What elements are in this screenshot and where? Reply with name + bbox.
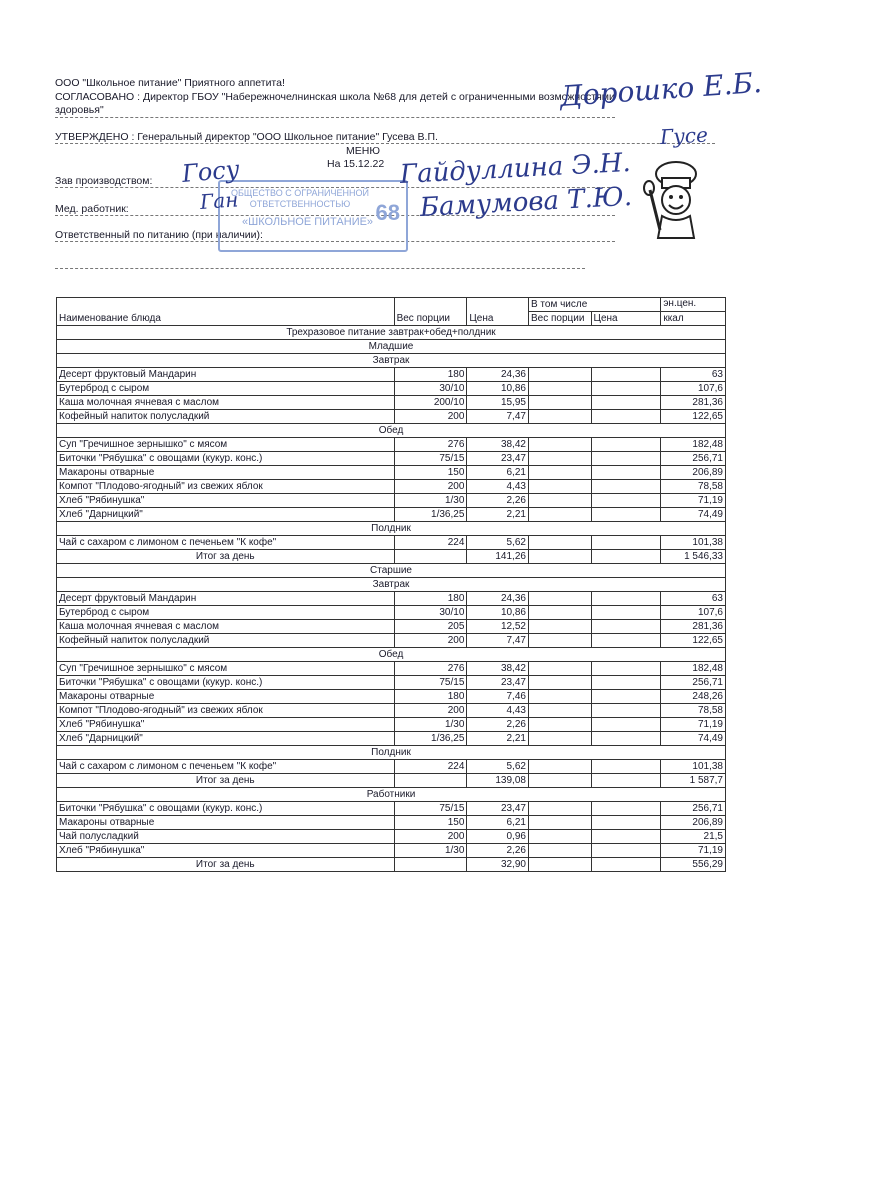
table-row <box>57 690 726 704</box>
total-sub-price <box>591 774 661 788</box>
section-row <box>57 578 726 592</box>
total-label: Итог за день <box>57 858 395 872</box>
table-row <box>57 830 726 844</box>
dish-kcal: 78,58 <box>661 704 726 718</box>
company-line: ООО "Школьное питание" Приятного аппетита! <box>55 77 285 89</box>
table-row <box>57 760 726 774</box>
dish-kcal: 107,6 <box>661 606 726 620</box>
dish-sub-price <box>591 690 661 704</box>
dish-sub-weight <box>528 480 591 494</box>
dish-weight: 150 <box>394 816 467 830</box>
table-row <box>57 676 726 690</box>
dish-kcal: 78,58 <box>661 480 726 494</box>
dish-price: 4,43 <box>467 480 529 494</box>
stamp-name: «ШКОЛЬНОЕ ПИТАНИЕ» <box>242 216 374 228</box>
dish-name: Хлеб "Дарницкий" <box>57 508 395 522</box>
dish-price: 23,47 <box>467 452 529 466</box>
col-header-kcal: эн.цен. <box>661 298 726 312</box>
dish-kcal: 281,36 <box>661 620 726 634</box>
dish-name: Компот "Плодово-ягодный" из свежих яблок <box>57 480 395 494</box>
section-title: Завтрак <box>57 354 726 368</box>
dish-weight: 180 <box>394 368 467 382</box>
dish-weight: 75/15 <box>394 802 467 816</box>
col-header-name: Наименование блюда <box>57 298 395 326</box>
dish-sub-price <box>591 704 661 718</box>
dish-kcal: 206,89 <box>661 466 726 480</box>
dish-sub-price <box>591 494 661 508</box>
table-row <box>57 466 726 480</box>
dish-price: 7,46 <box>467 690 529 704</box>
dish-name: Хлеб "Рябинушка" <box>57 494 395 508</box>
dish-weight: 200/10 <box>394 396 467 410</box>
dish-name: Чай полусладкий <box>57 830 395 844</box>
dish-name: Биточки "Рябушка" с овощами (кукур. конс.) <box>57 802 395 816</box>
dish-weight: 150 <box>394 466 467 480</box>
dish-kcal: 182,48 <box>661 662 726 676</box>
dish-price: 24,36 <box>467 368 529 382</box>
dish-weight: 180 <box>394 592 467 606</box>
table-row <box>57 452 726 466</box>
table-row <box>57 536 726 550</box>
menu-date: На 15.12.22 <box>327 158 385 170</box>
total-price: 32,90 <box>467 858 529 872</box>
total-row <box>57 774 726 788</box>
dish-sub-price <box>591 830 661 844</box>
dish-kcal: 71,19 <box>661 494 726 508</box>
dish-kcal: 63 <box>661 592 726 606</box>
chef-mascot-icon <box>640 160 710 240</box>
total-price: 141,26 <box>467 550 529 564</box>
dish-name: Чай с сахаром с лимоном с печеньем "К кофе" <box>57 760 395 774</box>
dish-sub-price <box>591 676 661 690</box>
dish-sub-weight <box>528 494 591 508</box>
dish-sub-weight <box>528 368 591 382</box>
total-sub-weight <box>528 550 591 564</box>
table-row <box>57 410 726 424</box>
dish-sub-weight <box>528 676 591 690</box>
col-header-sub-weight: Вес порции <box>528 312 591 326</box>
dish-sub-weight <box>528 634 591 648</box>
dish-kcal: 74,49 <box>661 732 726 746</box>
section-row <box>57 354 726 368</box>
table-row <box>57 368 726 382</box>
dish-sub-weight <box>528 718 591 732</box>
dish-sub-weight <box>528 592 591 606</box>
menu-table <box>56 297 726 872</box>
dish-price: 2,26 <box>467 844 529 858</box>
dish-kcal: 101,38 <box>661 536 726 550</box>
dish-kcal: 182,48 <box>661 438 726 452</box>
section-row <box>57 648 726 662</box>
dish-weight: 205 <box>394 620 467 634</box>
col-header-sub-price: Цена <box>591 312 661 326</box>
dish-price: 38,42 <box>467 662 529 676</box>
dish-sub-weight <box>528 536 591 550</box>
dish-sub-weight <box>528 732 591 746</box>
dish-name: Макароны отварные <box>57 816 395 830</box>
dish-price: 10,86 <box>467 606 529 620</box>
dish-sub-price <box>591 592 661 606</box>
table-row <box>57 844 726 858</box>
col-header-weight: Вес порции <box>394 298 467 326</box>
table-row <box>57 508 726 522</box>
table-row <box>57 382 726 396</box>
agreed-line-cont: здоровья" <box>55 104 104 116</box>
dish-sub-price <box>591 634 661 648</box>
dish-kcal: 256,71 <box>661 676 726 690</box>
dish-sub-weight <box>528 690 591 704</box>
group-title: Работники <box>57 788 726 802</box>
table-header-row <box>57 298 726 312</box>
dish-sub-price <box>591 466 661 480</box>
dish-kcal: 63 <box>661 368 726 382</box>
dish-sub-price <box>591 396 661 410</box>
dish-sub-price <box>591 662 661 676</box>
dish-price: 23,47 <box>467 676 529 690</box>
dish-price: 7,47 <box>467 410 529 424</box>
dish-name: Хлеб "Дарницкий" <box>57 732 395 746</box>
dotted-line <box>55 268 585 269</box>
dotted-line <box>55 143 715 144</box>
director-signature: Дорошко Е.Б. <box>558 65 763 113</box>
group-row <box>57 564 726 578</box>
dish-weight: 224 <box>394 760 467 774</box>
dish-price: 5,62 <box>467 760 529 774</box>
dish-kcal: 107,6 <box>661 382 726 396</box>
table-row <box>57 494 726 508</box>
dish-weight: 75/15 <box>394 452 467 466</box>
dish-sub-weight <box>528 620 591 634</box>
dish-kcal: 74,49 <box>661 508 726 522</box>
dish-price: 15,95 <box>467 396 529 410</box>
dish-sub-weight <box>528 396 591 410</box>
total-sub-price <box>591 550 661 564</box>
dish-price: 5,62 <box>467 536 529 550</box>
dish-kcal: 206,89 <box>661 816 726 830</box>
stamp-text: ОБЩЕСТВО С ОГРАНИЧЕННОЙ ОТВЕТСТВЕННОСТЬЮ <box>231 188 369 209</box>
table-row <box>57 704 726 718</box>
dish-sub-price <box>591 844 661 858</box>
dish-weight: 200 <box>394 704 467 718</box>
col-header-price: Цена <box>467 298 529 326</box>
total-label: Итог за день <box>57 774 395 788</box>
dish-kcal: 281,36 <box>661 396 726 410</box>
dish-price: 6,21 <box>467 816 529 830</box>
dish-kcal: 71,19 <box>661 718 726 732</box>
total-sub-weight <box>528 774 591 788</box>
total-weight <box>394 858 467 872</box>
dish-kcal: 122,65 <box>661 634 726 648</box>
stamp-number: 68 <box>375 200 400 225</box>
dish-sub-price <box>591 480 661 494</box>
section-row <box>57 746 726 760</box>
dish-sub-weight <box>528 816 591 830</box>
dish-price: 2,26 <box>467 494 529 508</box>
dish-price: 4,43 <box>467 704 529 718</box>
dish-weight: 1/30 <box>394 494 467 508</box>
dish-sub-price <box>591 620 661 634</box>
dish-weight: 1/30 <box>394 844 467 858</box>
col-header-kcal-unit: ккал <box>661 312 726 326</box>
dish-weight: 1/30 <box>394 718 467 732</box>
dish-weight: 180 <box>394 690 467 704</box>
general-director-signature: Гусе <box>659 122 709 149</box>
dish-price: 23,47 <box>467 802 529 816</box>
table-row <box>57 802 726 816</box>
col-header-including: В том числе <box>528 298 660 312</box>
dish-sub-price <box>591 438 661 452</box>
dish-sub-price <box>591 606 661 620</box>
dish-name: Бутерброд с сыром <box>57 606 395 620</box>
group-title: Младшие <box>57 340 726 354</box>
total-row <box>57 550 726 564</box>
dish-sub-weight <box>528 802 591 816</box>
dish-sub-price <box>591 536 661 550</box>
dish-name: Кофейный напиток полусладкий <box>57 634 395 648</box>
section-title: Обед <box>57 648 726 662</box>
dish-price: 38,42 <box>467 438 529 452</box>
total-sub-weight <box>528 858 591 872</box>
total-kcal: 1 546,33 <box>661 550 726 564</box>
dish-weight: 200 <box>394 410 467 424</box>
dish-sub-price <box>591 452 661 466</box>
dish-sub-price <box>591 368 661 382</box>
table-row <box>57 480 726 494</box>
total-weight <box>394 550 467 564</box>
total-row <box>57 858 726 872</box>
dish-weight: 200 <box>394 634 467 648</box>
dish-name: Каша молочная ячневая с маслом <box>57 620 395 634</box>
dish-sub-weight <box>528 382 591 396</box>
med-signature: Ган <box>199 187 240 214</box>
dish-weight: 200 <box>394 480 467 494</box>
dish-name: Чай с сахаром с лимоном с печеньем "К кофе" <box>57 536 395 550</box>
dish-sub-price <box>591 802 661 816</box>
dish-name: Десерт фруктовый Мандарин <box>57 368 395 382</box>
dish-kcal: 21,5 <box>661 830 726 844</box>
dish-sub-price <box>591 816 661 830</box>
dish-price: 7,47 <box>467 634 529 648</box>
table-row <box>57 396 726 410</box>
table-row <box>57 662 726 676</box>
table-row <box>57 592 726 606</box>
dish-sub-weight <box>528 438 591 452</box>
dish-name: Кофейный напиток полусладкий <box>57 410 395 424</box>
dish-price: 6,21 <box>467 466 529 480</box>
program-title: Трехразовое питание завтрак+обед+полдник <box>57 326 726 340</box>
dish-sub-weight <box>528 410 591 424</box>
dish-kcal: 248,26 <box>661 690 726 704</box>
dish-name: Макароны отварные <box>57 690 395 704</box>
dish-sub-weight <box>528 662 591 676</box>
responsible-label: Ответственный по питанию (при наличии): <box>55 229 263 241</box>
dish-kcal: 101,38 <box>661 760 726 774</box>
dish-sub-weight <box>528 760 591 774</box>
dish-weight: 30/10 <box>394 606 467 620</box>
company-stamp <box>218 180 408 252</box>
menu-title: МЕНЮ <box>346 145 380 157</box>
dish-sub-weight <box>528 508 591 522</box>
dish-name: Биточки "Рябушка" с овощами (кукур. конс.) <box>57 452 395 466</box>
table-row <box>57 438 726 452</box>
dish-price: 2,26 <box>467 718 529 732</box>
dish-name: Хлеб "Рябинушка" <box>57 718 395 732</box>
dish-sub-weight <box>528 844 591 858</box>
table-row <box>57 634 726 648</box>
group-row <box>57 788 726 802</box>
dish-weight: 1/36,25 <box>394 508 467 522</box>
dish-weight: 1/36,25 <box>394 732 467 746</box>
med-label: Мед. работник: <box>55 203 129 215</box>
dish-weight: 30/10 <box>394 382 467 396</box>
table-row <box>57 816 726 830</box>
group-row <box>57 340 726 354</box>
dish-name: Макароны отварные <box>57 466 395 480</box>
dish-name: Хлеб "Рябинушка" <box>57 844 395 858</box>
chief-label: Зав производством: <box>55 175 153 187</box>
section-title: Полдник <box>57 522 726 536</box>
dish-sub-weight <box>528 452 591 466</box>
section-title: Обед <box>57 424 726 438</box>
dish-name: Каша молочная ячневая с маслом <box>57 396 395 410</box>
dish-sub-price <box>591 732 661 746</box>
dish-price: 0,96 <box>467 830 529 844</box>
dish-weight: 276 <box>394 438 467 452</box>
dish-name: Десерт фруктовый Мандарин <box>57 592 395 606</box>
total-weight <box>394 774 467 788</box>
dish-name: Бутерброд с сыром <box>57 382 395 396</box>
dish-sub-weight <box>528 830 591 844</box>
dish-sub-price <box>591 760 661 774</box>
med-name-handwritten: Бамумова Т.Ю. <box>419 181 633 223</box>
dish-weight: 224 <box>394 536 467 550</box>
dish-weight: 75/15 <box>394 676 467 690</box>
dish-name: Компот "Плодово-ягодный" из свежих яблок <box>57 704 395 718</box>
total-price: 139,08 <box>467 774 529 788</box>
section-title: Полдник <box>57 746 726 760</box>
dish-sub-weight <box>528 606 591 620</box>
total-kcal: 556,29 <box>661 858 726 872</box>
dish-kcal: 122,65 <box>661 410 726 424</box>
table-row <box>57 620 726 634</box>
group-title: Старшие <box>57 564 726 578</box>
dish-price: 10,86 <box>467 382 529 396</box>
section-row <box>57 522 726 536</box>
dish-sub-weight <box>528 704 591 718</box>
dish-sub-price <box>591 410 661 424</box>
approved-line: УТВЕРЖДЕНО : Генеральный директор "ООО Школьное питание" Гусева В.П. <box>55 131 438 143</box>
total-kcal: 1 587,7 <box>661 774 726 788</box>
dish-name: Суп "Гречишное зернышко" с мясом <box>57 662 395 676</box>
dish-price: 24,36 <box>467 592 529 606</box>
dish-kcal: 256,71 <box>661 452 726 466</box>
dish-weight: 200 <box>394 830 467 844</box>
dotted-line <box>55 117 615 118</box>
program-row <box>57 326 726 340</box>
dish-sub-weight <box>528 466 591 480</box>
chief-signature: Госу <box>180 155 241 188</box>
dish-kcal: 71,19 <box>661 844 726 858</box>
section-row <box>57 424 726 438</box>
table-row <box>57 718 726 732</box>
section-title: Завтрак <box>57 578 726 592</box>
total-sub-price <box>591 858 661 872</box>
dish-price: 12,52 <box>467 620 529 634</box>
dish-weight: 276 <box>394 662 467 676</box>
dish-sub-price <box>591 508 661 522</box>
dish-price: 2,21 <box>467 732 529 746</box>
agreed-line: СОГЛАСОВАНО : Директор ГБОУ "Набережночелнинская школа №68 для детей с ограниченными возможностями <box>55 91 615 103</box>
dish-sub-price <box>591 718 661 732</box>
dish-price: 2,21 <box>467 508 529 522</box>
dish-kcal: 256,71 <box>661 802 726 816</box>
dish-name: Биточки "Рябушка" с овощами (кукур. конс.) <box>57 676 395 690</box>
total-label: Итог за день <box>57 550 395 564</box>
dish-sub-price <box>591 382 661 396</box>
table-row <box>57 606 726 620</box>
chief-name-handwritten: Гайдуллина Э.Н. <box>399 147 632 190</box>
dish-name: Суп "Гречишное зернышко" с мясом <box>57 438 395 452</box>
table-row <box>57 732 726 746</box>
